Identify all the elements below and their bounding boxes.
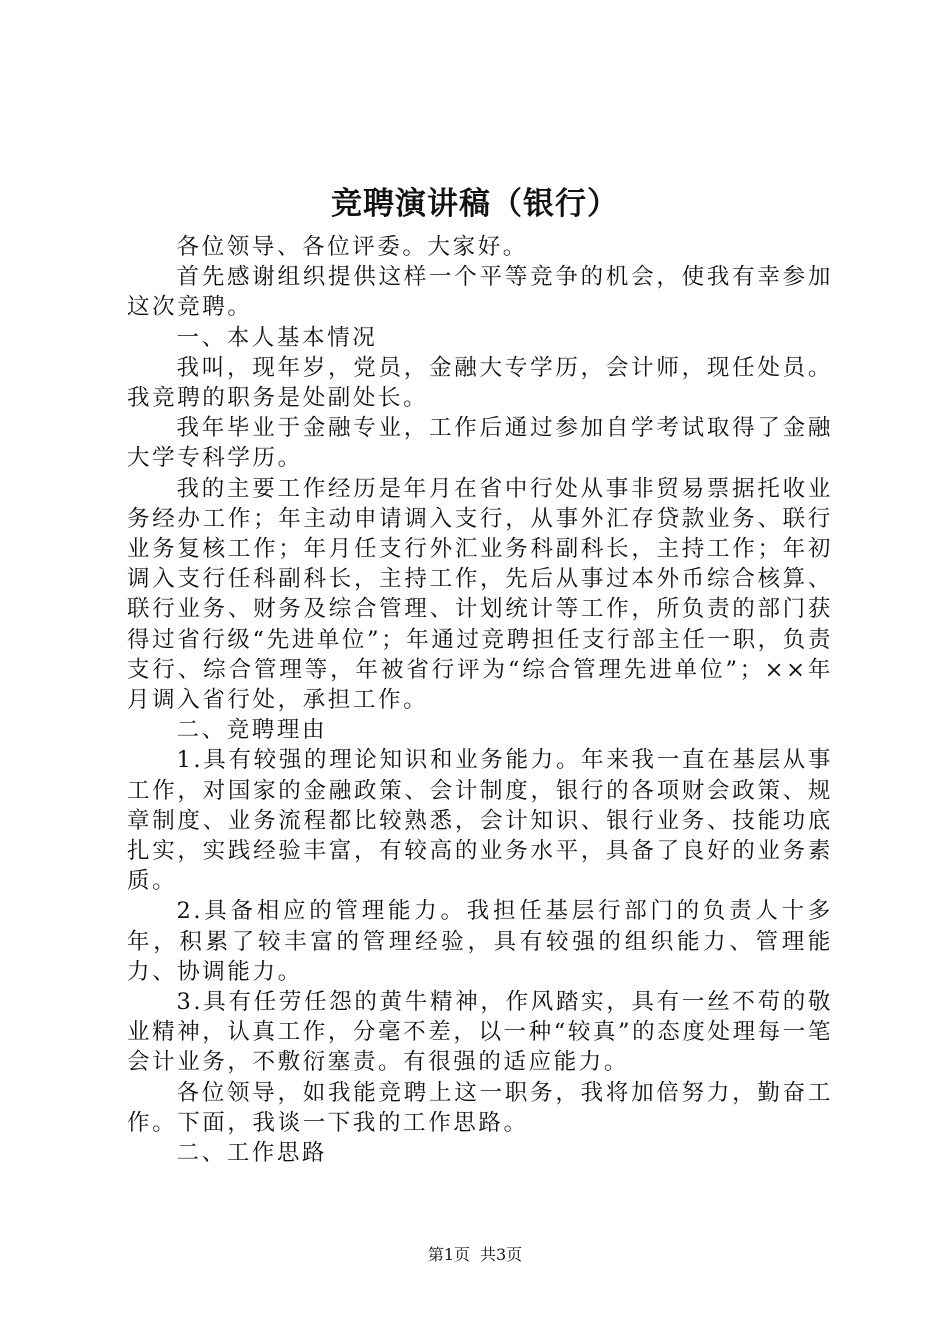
paragraph-education: 我年毕业于金融专业，工作后通过参加自学考试取得了金融大学专科学历。 [127,415,833,472]
paragraph-work-history: 我的主要工作经历是年月在省中行处从事非贸易票据托收业务经办工作；年主动申请调入支行，从事外汇存贷款业务、联行业务复核工作；年月任支行外汇业务科副科长，主持工作；年初调入支行任科副科长，主持工作，先后从事过本外币综合核算、联行业务、财务及综合管理、计划统计等工作，所负责的部门获得过省行级“先进单位”；年通过竞聘担任支行部主任一职，负责支行、综合管理等，年被省行评为“综合管理先进单位”；××年月调入省行处，承担工作。 [127,475,833,714]
page-total: 共3页 [480,1245,523,1264]
paragraph-greeting: 各位领导、各位评委。大家好。 [176,234,528,260]
section-heading-reasons: 二、竞聘理由 [176,717,328,744]
page-footer [0,1244,950,1266]
paragraph-reason-1: 1.具有较强的理论知识和业务能力。年来我一直在基层从事工作，对国家的金融政策、会计制度，银行的各项财会政策、规章制度、业务流程都比较熟悉，会计知识、银行业务、技能功底扎实，实践经验丰富，有较高的业务水平，具备了良好的业务素质。 [127,747,833,895]
section-heading-basic-info: 一、本人基本情况 [176,324,378,351]
section-heading-work-ideas: 二、工作思路 [176,1140,328,1167]
page-number: 第1页 [427,1245,470,1264]
paragraph-reason-3: 3.具有任劳任怨的黄牛精神，作风踏实，具有一丝不苟的敬业精神，认真工作，分毫不差，以一种“较真”的态度处理每一笔会计业务，不敷衍塞责。有很强的适应能力。 [127,989,833,1076]
paragraph-thanks: 首先感谢组织提供这样一个平等竞争的机会，使我有幸参加这次竞聘。 [127,264,833,321]
paragraph-reason-2: 2.具备相应的管理能力。我担任基层行部门的负责人十多年，积累了较丰富的管理经验，具有较强的组织能力、管理能力、协调能力。 [127,898,833,985]
paragraph-self-intro: 我叫，现年岁，党员，金融大专学历，会计师，现任处员。我竞聘的职务是处副处长。 [127,354,833,412]
document-title: 竞聘演讲稿（银行） [331,186,619,222]
paragraph-commitment: 各位领导，如我能竞聘上这一职务，我将加倍努力，勤奋工作。下面，我谈一下我的工作思路。 [127,1079,833,1136]
document-body [127,232,833,1168]
